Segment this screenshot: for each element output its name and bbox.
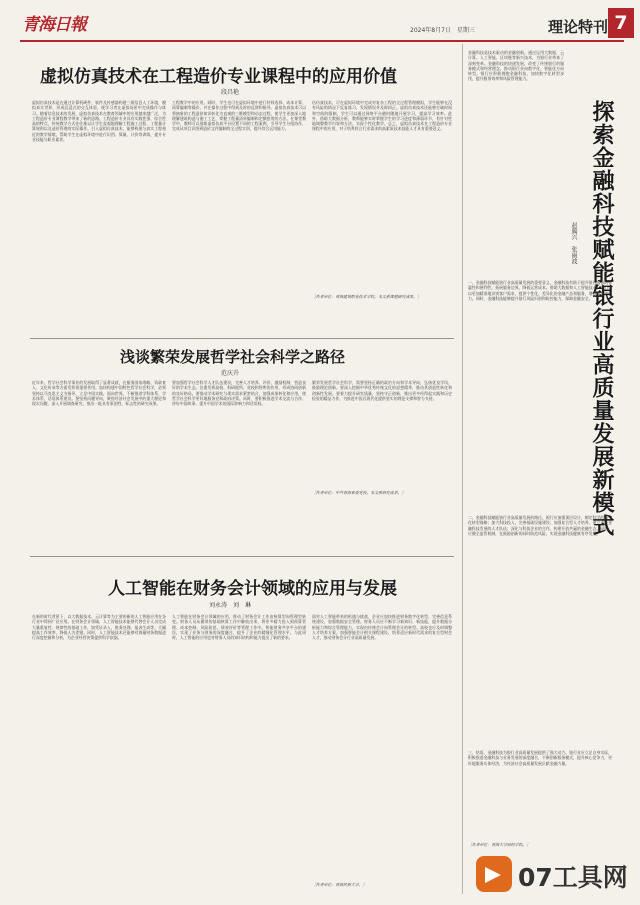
article3-column-2: 人工智能在财务会计领域的应用，推动了财务会计工作由核算型向管理型转变。财务人员从繁琐的基础核算工作中解放出来，将更多精力投入到预算管理、成本控制、风险防范、绩效评价等管理工作中。智能财务共享平台的建设，实现了业务与财务的深度融合，提升了企业的精细化管理水平。与此同时，人工智能的应用也对财务人员的知识结构和能力提出了新的要求。 <box>172 614 306 641</box>
article4-column-4: 三、结语。金融科技为银行业高质量发展提供了强大动力。银行业应立足自身实际，积极推进金融科技与业务发展的深度融合，不断创新服务模式，提升核心竞争力，更好地服务实体经济，为经济社会高质量发展贡献金融力量。 <box>468 750 612 766</box>
site-watermark <box>476 852 626 896</box>
article1-column-3: 仿仿真技术，可在虚拟环境中完成对复杂工程的全过程管理模拟，学生能够在没有风险的情况下反复练习，发现错误并及时纠正。虚拟仿真技术还能够打破时间和空间的限制，学生可以通过网络平台随时随地开展学习，提高学习效率。此外，借助大数据分析，教师能够实时掌握学生的学习进度和薄弱环节，有针对性地调整教学内容和方法，实现个性化教学。总之，虚拟仿真技术在工程造价专业课程中的应用，对于培养符合行业需求的高素质技术技能人才具有重要意义。 <box>312 100 452 132</box>
article4-column-3: 二、金融科技赋能银行业高质量发展的路径。银行应加强顶层设计，制定科学的数字化转型战略；加大科技投入，完善基础设施建设；加强复合型人才培养，建立适应金融科技发展的人才队伍；深化与科技企业的合作，构建开放共赢的金融生态。同时，应健全监管机制，在鼓励创新的同时防范风险，实现金融科技健康有序发展。 <box>468 515 612 536</box>
play-logo-icon <box>476 856 512 892</box>
article1-byline: 段昌艳 <box>220 89 239 96</box>
article1-headline: 虚拟仿真技术在工程造价专业课程中的应用价值 <box>40 67 397 87</box>
newspaper-logo: 青海日報 <box>22 15 86 35</box>
article2-byline: 范庆升 <box>220 370 239 377</box>
issue-date: 2024年8月7日 星期三 <box>410 27 475 34</box>
masthead-rule <box>20 40 624 42</box>
article4-author-note: ［作者单位：青海大学财经学院。］ <box>468 842 531 847</box>
article3-column-3: 面对人工智能带来的机遇与挑战，企业应加快推进财务数字化转型，完善信息系统建设，加强数据安全管理。财务人员应不断学习新知识、新技能，提升数据分析能力和综合管理能力，实现由传统会计向管理会计的转型。高校也应及时调整人才培养方案，加强智能会计相关课程建设，培养适应新时代需求的复合型财会人才，推动财务会计行业高质量发展。 <box>312 614 452 641</box>
section-title: 理论特刊 <box>548 18 609 36</box>
article4-headline: 探索金融科技赋能银行业高质量发展新模式 <box>589 100 615 537</box>
article4-byline: 赵腾兴 张丽波 <box>570 222 577 264</box>
article3-byline: 刘永涛 刘 琳 <box>208 602 251 609</box>
article2-author-note: ［作者单位：中共青海省委党校。本文系研究成果。］ <box>312 490 406 495</box>
watermark-text: 07工具网 <box>518 863 628 892</box>
article2-column-3: 繁荣发展哲学社会科学，需要坚持正确的政治方向和学术导向，弘扬优良学风，鼓励理论创新。要深入挖掘中华优秀传统文化的思想精华，推动其创造性转化和创新性发展。要着力提升研究质量，坚持守正创新，推出更多经得起实践和历史检验的精品力作，为推进中国式现代化提供坚实的理论支撑和智力支持。 <box>312 380 452 401</box>
masthead <box>20 8 628 38</box>
article4-column-2: 一、金融科技赋能银行业高质量发展的重要意义。金融科技有助于提升银行服务的普惠性和便利性，拓展服务边界，降低运营成本。借助大数据和人工智能技术，银行可以更加精准地识别客户需求，提供个性化、差异化的金融产品和服务，增强市场竞争力。同时，金融科技能够提升银行风险识别和防控能力，保障金融安全。 <box>468 280 612 301</box>
article3-headline: 人工智能在财务会计领域的应用与发展 <box>108 579 397 599</box>
article1-column-2: 工程教学中的应用。同时，学生也可在虚拟环境中进行材料选择、成本计算、预算编制等操作，并在操作过程中得到及时的反馈和指导。虚拟仿真技术可以将抽象的工程造价知识转化为直观的三维模型和动态过程，使学生更加深入地理解建筑构造与施工工艺，掌握工程量清单编制和定额套用的方法。在课堂教学中，教师可以借助虚拟仿真平台设置不同的工程案例，引导学生分组协作，完成从项目识图到造价文件编制的全过程实训，提升综合运用能力。 <box>172 100 306 132</box>
article4-column-1: 金融科技是技术驱动的金融创新，通过运用大数据、云计算、人工智能、区块链等新兴技术，为银行业带来了深刻变革。金融科技的快速发展，改变了传统银行的服务模式和经营理念，推动银行业向数字化、智能化方向转型。银行应积极拥抱金融科技，加快数字化转型步伐，提升服务效率和风险管理能力。 <box>468 50 564 82</box>
column-divider <box>462 44 463 894</box>
article1-column-1: 虚拟仿真技术是在通过计算机硬件、软件及传感器构建三维信息人工环境，模拟真实世界，形成沉浸式的交互体验，使学习者在虚拟场景中完成操作与练习。随着信息技术的发展，虚拟仿真技术在教育领域中的应用越来越广泛，为工程造价专业课程教学带来了新的思路。工程造价专业具有实践性强、综合性高的特点，传统教学方式往往难以让学生直观地理解工程施工过程、工程量计算规则以及造价管理的实际操作。引入虚拟仿真技术，能够构建与真实工程相近的教学情境，帮助学生在虚拟环境中进行识图、算量、计价等训练，提升专业技能与职业素养。 <box>32 100 166 143</box>
article2-column-2: 要加强哲学社会科学人才队伍建设，完善人才培养、评价、激励机制，营造良好的学术生态。注重发挥高校、科研院所、党校和智库的作用，形成协同创新的良好格局。要推动学术研究与现实需求紧密结合，加强成果转化和应用，使哲学社会科学更好地服务党和政府决策。同时，要积极推进学术交流与合作，讲好中国故事，提升中国学术的国际影响力和话语权。 <box>172 380 306 407</box>
article-divider-2 <box>30 556 454 557</box>
article1-author-note: ［作者单位：青海建筑职业技术学院。本文系课题研究成果。］ <box>312 294 421 299</box>
article2-column-1: 近年来，哲学社会科学事业的发展取得了显著成就，在服务国家战略、资政育人、文化传承等方面发挥着重要作用。加快构建中国特色哲学社会科学，必须坚持以马克思主义为指导，立足中国实践，面向世界，不断推进学科体系、学术体系、话语体系建设。要坚持问题导向，聚焦经济社会发展中的重大理论和现实问题，深入开展调查研究，推出一批具有原创性、标志性的研究成果。 <box>32 380 166 407</box>
article2-headline: 浅谈繁荣发展哲学社会科学之路径 <box>120 348 346 366</box>
article3-author-note: ［作者单位：青海民族大学。］ <box>312 882 367 887</box>
article-divider-1 <box>30 338 454 339</box>
article3-column-1: 在新的时代背景下，以大数据技术、云计算等为主要的新的人工智能应用在各行业中得到广泛应用。在财务会计领域，人工智能技术能够代替会计人员完成大量重复性、规律性的基础工作，如凭证录入、账务处理、报表生成等，大幅提高工作效率，降低人为差错。同时，人工智能技术还能够对海量财务数据进行深度挖掘和分析，为企业经营决策提供科学依据。 <box>32 614 166 641</box>
page-number: 7 <box>608 8 634 38</box>
